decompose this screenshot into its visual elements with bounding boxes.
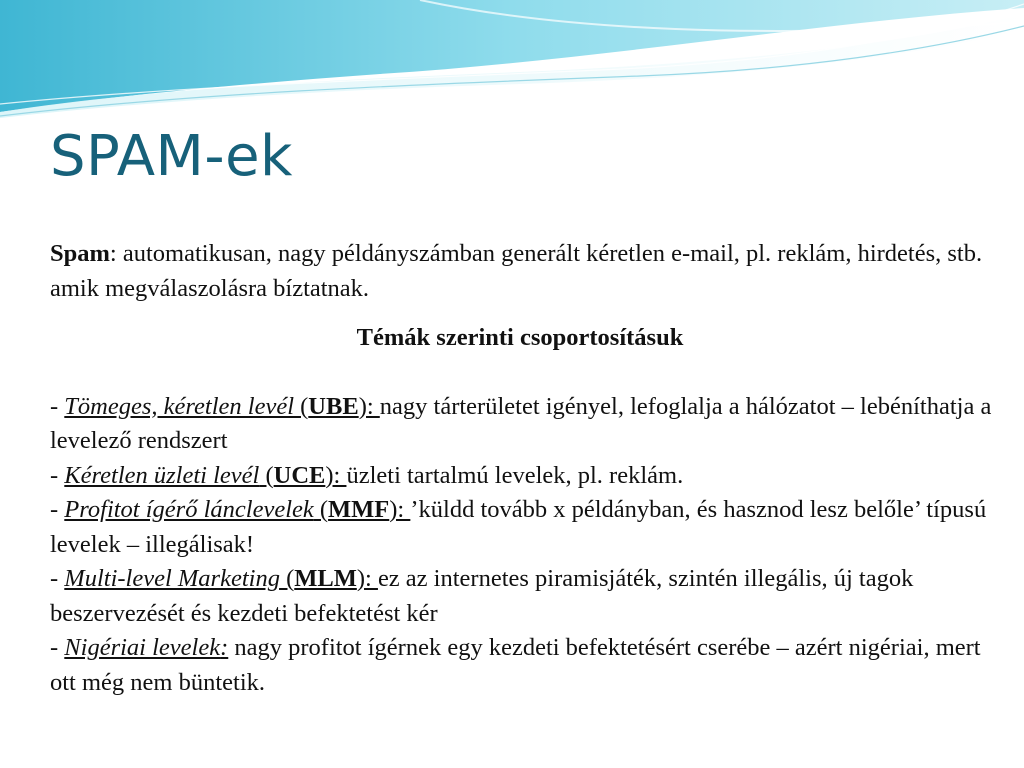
header-wave-decoration (0, 0, 1024, 130)
list-dash: - (50, 565, 65, 592)
list-item (50, 390, 1010, 459)
item-colon: : (220, 634, 229, 661)
spam-definition (50, 237, 1010, 306)
item-text: nagy tárterületet igényel, lefoglalja a hálózatot – lebéníthatja a levelező rendszert (50, 392, 992, 454)
definition-term: Spam (50, 240, 110, 267)
item-text: ez az internetes piramisjáték, szintén illegális, új tagok beszervezését és kezdeti befektetést kér (50, 565, 914, 627)
list-item (50, 493, 1010, 562)
slide-body (50, 237, 1010, 700)
slide-title: SPAM-ek (50, 124, 293, 189)
item-label (64, 393, 379, 420)
item-name: Multi-level Marketing (64, 565, 280, 592)
list-item (50, 459, 1010, 494)
item-paren-open: ( (294, 392, 309, 420)
section-heading: Témák szerinti csoportosításuk (356, 324, 684, 351)
item-paren-close: ): (325, 461, 347, 489)
list-item (50, 631, 1010, 700)
item-label (64, 496, 410, 523)
item-label (64, 565, 378, 592)
list-dash: - (50, 461, 65, 489)
list-item (50, 562, 1010, 631)
list-dash: - (50, 496, 65, 523)
item-paren-open: ( (279, 565, 295, 592)
item-label (64, 634, 228, 661)
item-paren-close: ): (389, 496, 411, 523)
item-label (64, 462, 346, 489)
item-paren-open: ( (259, 461, 274, 489)
item-paren-close: ): (356, 565, 378, 592)
item-name: Profitot ígérő lánclevelek (64, 496, 314, 523)
list-dash: - (50, 634, 65, 661)
item-abbr: UBE (308, 392, 359, 420)
item-paren-close: ): (358, 392, 380, 420)
item-abbr: MLM (294, 565, 357, 592)
definition-text: : automatikusan, nagy példányszámban generált kéretlen e-mail, pl. reklám, hirdetés, stb. amik megválaszolásra bíztatnak. (50, 240, 983, 302)
item-abbr: UCE (273, 461, 326, 489)
item-name: Tömeges, kéretlen levél (64, 392, 294, 420)
item-text: üzleti tartalmú levelek, pl. reklám. (346, 461, 684, 489)
item-text: ’küldd tovább x példányban, és hasznod lesz belőle’ típusú levelek – illegálisak! (50, 496, 987, 558)
item-name: Kéretlen üzleti levél (64, 461, 260, 489)
item-abbr: MMF (328, 496, 390, 523)
item-paren-open: ( (313, 496, 329, 523)
item-text: nagy profitot ígérnek egy kezdeti befektetésért cserébe – azért nigériai, mert ott még nem büntetik. (50, 634, 981, 696)
item-name: Nigériai levelek (64, 634, 221, 661)
list-dash: - (50, 392, 65, 420)
